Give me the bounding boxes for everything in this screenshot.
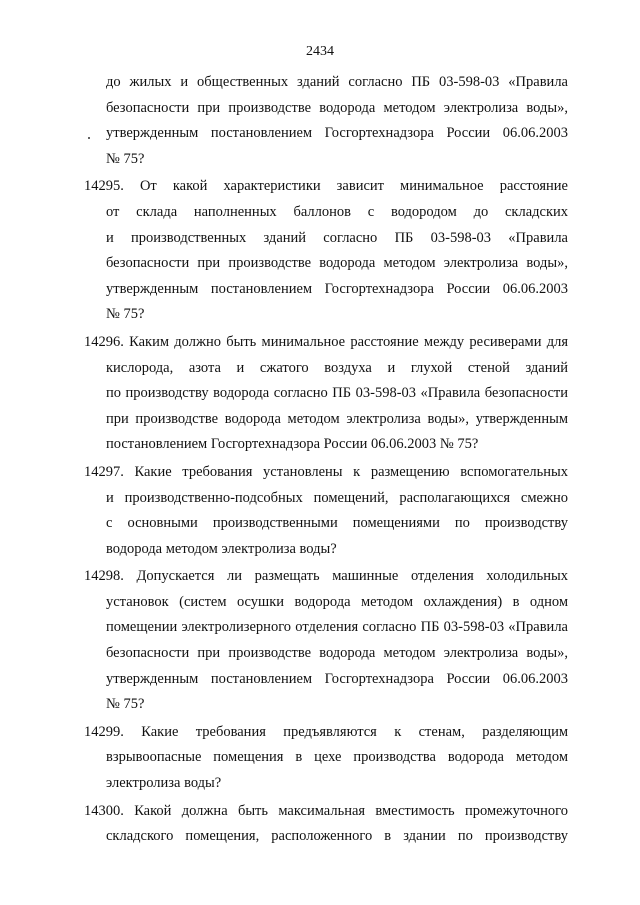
text-line: с основными производственными помещениями по производству bbox=[106, 515, 568, 532]
text-line: 14300. Какой должна быть максимальная вместимость промежуточного bbox=[84, 802, 568, 819]
continued-question bbox=[84, 70, 568, 172]
document-body bbox=[84, 70, 568, 850]
question-item bbox=[84, 174, 568, 328]
text-line: установок (систем осушки водорода методом охлаждения) в одном bbox=[106, 593, 568, 610]
page-number: 2434 bbox=[306, 44, 334, 59]
text-line: электролиза воды? bbox=[106, 775, 222, 792]
text-line: и производственно-подсобных помещений, располагающихся смежно bbox=[106, 489, 568, 506]
text-line: и производственных зданий согласно ПБ 03-598-03 «Правила bbox=[106, 229, 568, 246]
text-line: безопасности при производстве водорода методом электролиза воды», bbox=[106, 645, 568, 662]
text-line: утвержденным постановлением Госгортехнадзора России 06.06.2003 bbox=[106, 125, 568, 142]
text-line: утвержденным постановлением Госгортехнадзора России 06.06.2003 bbox=[106, 280, 568, 297]
question-item bbox=[84, 799, 568, 850]
text-line: № 75? bbox=[106, 306, 145, 323]
text-line: постановлением Госгортехнадзора России 06.06.2003 № 75? bbox=[106, 436, 479, 453]
text-line: безопасности при производстве водорода методом электролиза воды», bbox=[106, 255, 568, 272]
text-line: утвержденным постановлением Госгортехнадзора России 06.06.2003 bbox=[106, 670, 568, 687]
text-line: по производству водорода согласно ПБ 03-598-03 «Правила безопасности bbox=[106, 385, 568, 402]
text-line: взрывоопасные помещения в цехе производства водорода методом bbox=[106, 749, 568, 766]
text-line: кислорода, азота и сжатого воздуха и глухой стеной зданий bbox=[106, 359, 568, 376]
text-line: безопасности при производстве водорода методом электролиза воды», bbox=[106, 99, 568, 116]
question-item bbox=[84, 564, 568, 718]
text-line: 14298. Допускается ли размещать машинные отделения холодильных bbox=[84, 568, 568, 585]
text-line: помещении электролизерного отделения согласно ПБ 03-598-03 «Правила bbox=[106, 619, 568, 636]
text-line: 14297. Какие требования установлены к размещению вспомогательных bbox=[84, 463, 568, 480]
text-line: 14295. От какой характеристики зависит минимальное расстояние bbox=[84, 178, 568, 195]
question-list bbox=[84, 174, 568, 849]
text-line: 14299. Какие требования предъявляются к стенам, разделяющим bbox=[84, 723, 568, 740]
text-line: водорода методом электролиза воды? bbox=[106, 540, 337, 557]
text-line: при производстве водорода методом электролиза воды», утвержденным bbox=[106, 410, 568, 427]
question-item bbox=[84, 330, 568, 458]
text-line: 14296. Каким должно быть минимальное расстояние между ресиверами для bbox=[84, 333, 568, 350]
question-item bbox=[84, 460, 568, 562]
text-line: от склада наполненных баллонов с водородом до складских bbox=[106, 203, 568, 220]
text-line: складского помещения, расположенного в здании по производству bbox=[106, 828, 568, 845]
text-line: до жилых и общественных зданий согласно ПБ 03-598-03 «Правила bbox=[106, 74, 568, 90]
question-item bbox=[84, 720, 568, 797]
text-line: № 75? bbox=[106, 696, 145, 713]
text-line: № 75? bbox=[106, 150, 145, 167]
